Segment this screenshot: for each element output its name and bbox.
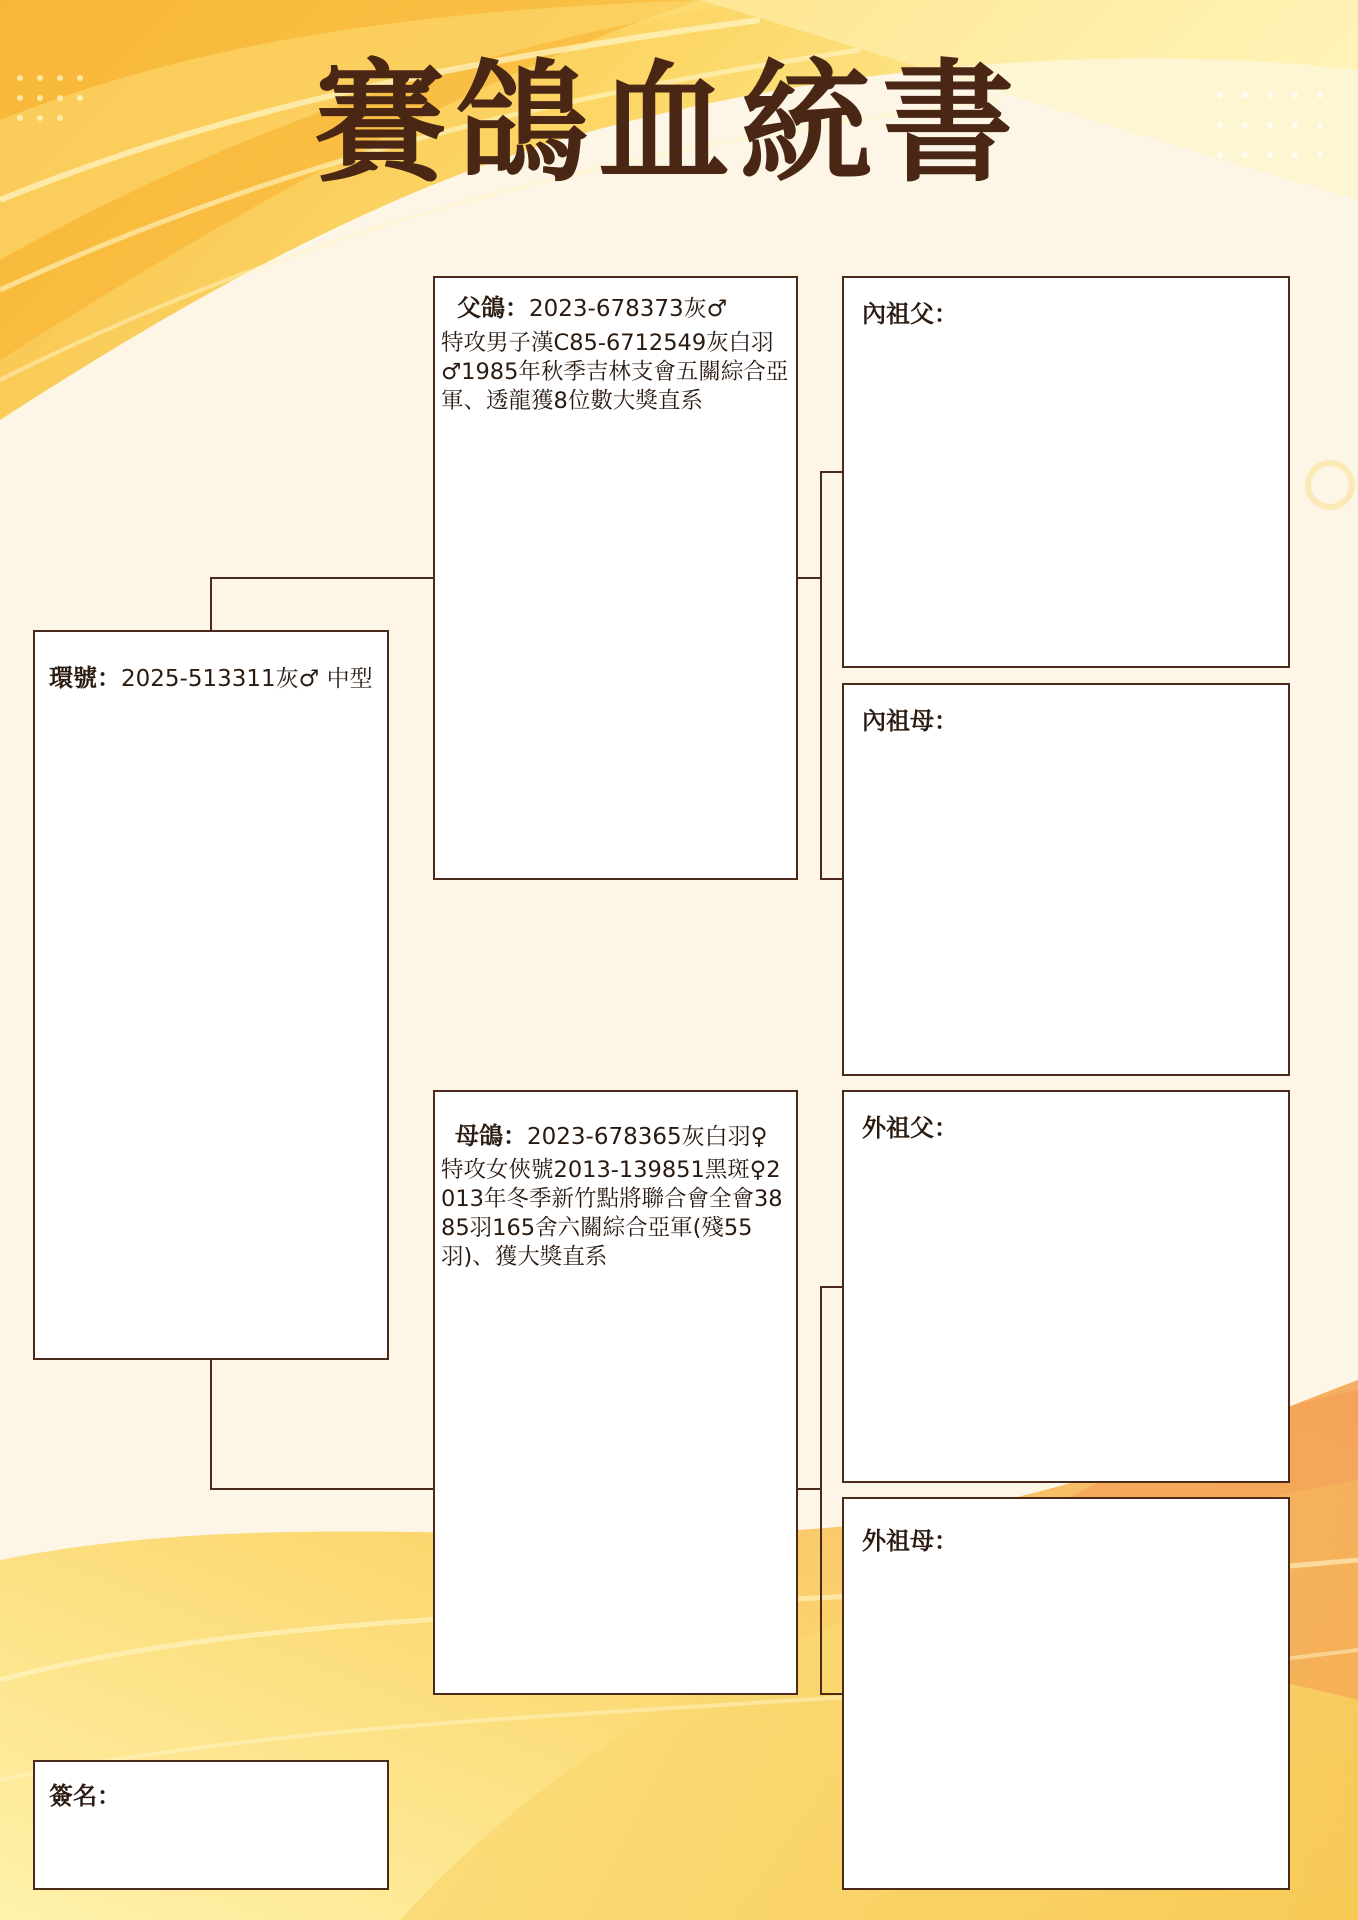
paternal-grandmother-label: 內祖母： — [862, 707, 958, 735]
connector — [820, 471, 822, 880]
subject-box — [33, 630, 389, 1360]
connector — [210, 1488, 435, 1490]
connector — [210, 1358, 212, 1490]
maternal-grandfather-box — [842, 1090, 1290, 1483]
dam-box — [433, 1090, 798, 1695]
connector — [796, 1488, 822, 1490]
connector — [210, 577, 435, 579]
connector — [820, 878, 844, 880]
separator: ： — [505, 294, 529, 322]
connector — [820, 1286, 822, 1695]
subject-ring-number: 2025-513311灰♂ 中型 — [121, 666, 373, 692]
sire-box — [433, 276, 798, 880]
connector — [820, 1286, 844, 1288]
paternal-grandmother-box — [842, 683, 1290, 1076]
separator: ： — [503, 1122, 527, 1150]
dam-label: 母鴿 — [455, 1122, 503, 1150]
separator: ： — [97, 664, 121, 692]
connector — [210, 577, 212, 632]
signature-box[interactable] — [33, 1760, 389, 1890]
connector — [820, 1693, 844, 1695]
maternal-grandfather-label: 外祖父： — [862, 1114, 958, 1142]
maternal-grandmother-label: 外祖母： — [862, 1527, 958, 1555]
sire-description: 特攻男子漢C85-6712549灰白羽♂1985年秋季吉林支會五關綜合亞軍、透龍獲8位數大獎直系 — [441, 330, 789, 414]
dam-description: 特攻女俠號2013-139851黑斑♀2013年冬季新竹點將聯合會全會3885羽165舍六關綜合亞軍(殘55羽)、獲大獎直系 — [441, 1157, 783, 1270]
paternal-grandfather-label: 內祖父： — [862, 300, 958, 328]
dam-ring-number: 2023-678365灰白羽♀ — [527, 1124, 768, 1150]
maternal-grandmother-box — [842, 1497, 1290, 1890]
connector — [820, 471, 844, 473]
sire-label: 父鴿 — [457, 294, 505, 322]
subject-label: 環號 — [49, 664, 97, 692]
connector — [796, 577, 822, 579]
signature-label: 簽名： — [49, 1782, 121, 1810]
page-title: 賽鴿血統書 — [314, 47, 1024, 201]
sire-ring-number: 2023-678373灰♂ — [529, 296, 728, 322]
paternal-grandfather-box — [842, 276, 1290, 668]
